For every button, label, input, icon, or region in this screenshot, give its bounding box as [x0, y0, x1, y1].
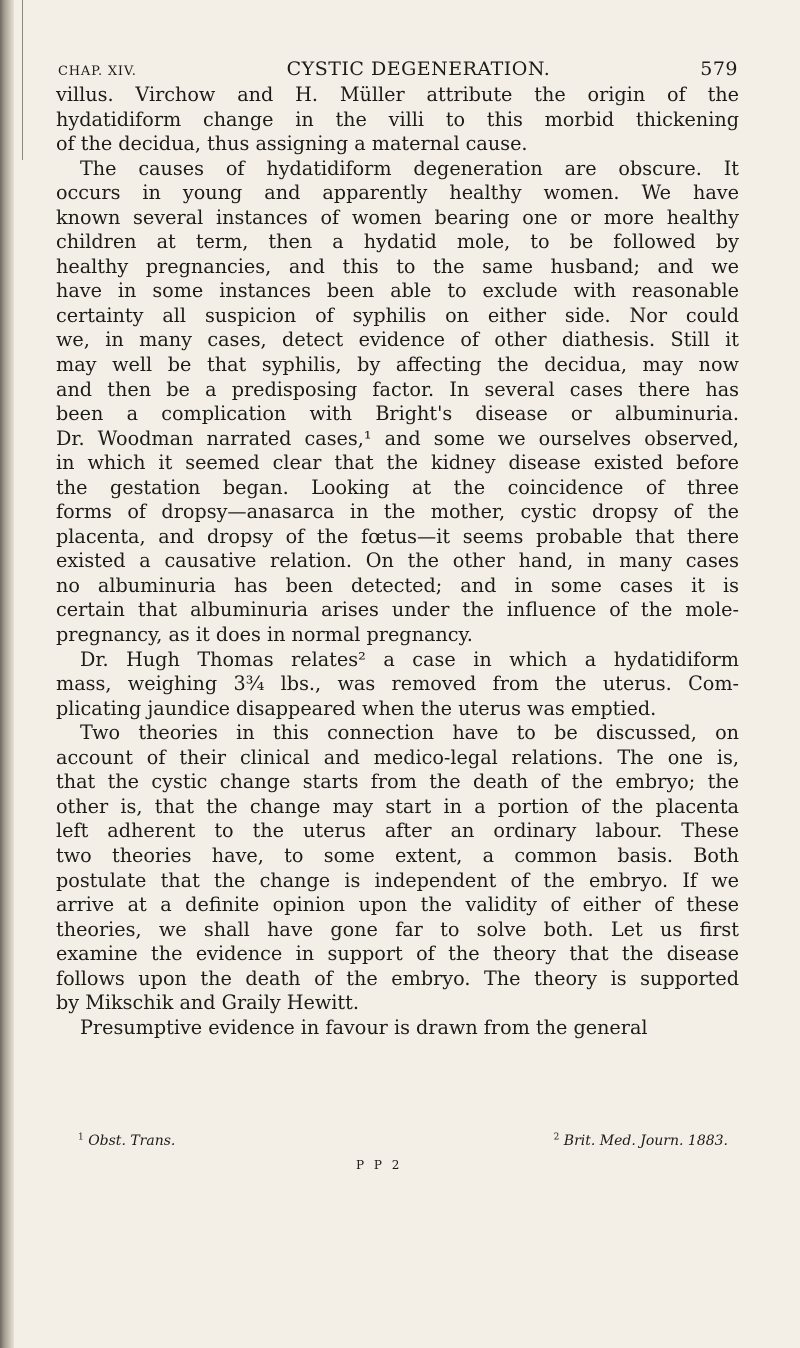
- text-line: postulate that the change is independent of the embryo. If we: [56, 868, 739, 892]
- text-line: Dr. Hugh Thomas relates² a case in which a hydatidiform: [80, 647, 739, 671]
- text-line: follows upon the death of the embryo. The theory is supported: [56, 966, 739, 990]
- footnote-text: Brit. Med. Journ. 1883.: [563, 1133, 728, 1149]
- footnotes: [78, 1133, 728, 1149]
- text-line: account of their clinical and medico-legal relations. The one is,: [56, 745, 739, 769]
- text-line: theories, we shall have gone far to solve both. Let us first: [56, 917, 739, 941]
- text-line: plicating jaundice disappeared when the uterus was emptied.: [56, 696, 657, 720]
- text-line: two theories have, to some extent, a common basis. Both: [56, 843, 739, 867]
- text-line: been a complication with Bright's disease or albuminuria.: [56, 402, 739, 426]
- text-line: may well be that syphilis, by affecting the decidua, may now: [56, 353, 739, 377]
- text-line: the gestation began. Looking at the coincidence of three: [56, 475, 739, 499]
- printer-signature: P P 2: [356, 1158, 403, 1172]
- text-line: Two theories in this connection have to be discussed, on: [80, 721, 739, 745]
- footnote-2: [554, 1133, 728, 1149]
- text-line: known several instances of women bearing one or more healthy: [56, 205, 739, 229]
- footnote-marker: 1: [78, 1132, 84, 1143]
- running-title: CYSTIC DEGENERATION.: [286, 58, 551, 80]
- text-line: we, in many cases, detect evidence of other diathesis. Still it: [56, 328, 739, 352]
- text-line: of the decidua, thus assigning a maternal cause.: [56, 132, 528, 156]
- text-line: occurs in young and apparently healthy women. We have: [56, 181, 739, 205]
- text-line: healthy pregnancies, and this to the same husband; and we: [56, 254, 739, 278]
- text-line: villus. Virchow and H. Müller attribute the origin of the: [56, 83, 739, 106]
- body-text: [56, 83, 739, 1040]
- text-line: children at term, then a hydatid mole, to be followed by: [56, 230, 739, 254]
- text-line: Presumptive evidence in favour is drawn from the general: [80, 1015, 648, 1039]
- chapter-label: CHAP. XIV.: [58, 64, 137, 79]
- footnote-text: Obst. Trans.: [88, 1133, 176, 1149]
- text-line: by Mikschik and Graily Hewitt.: [56, 991, 359, 1015]
- text-line: examine the evidence in support of the theory that the disease: [56, 942, 739, 966]
- text-line: in which it seemed clear that the kidney disease existed before: [56, 451, 739, 475]
- text-line: The causes of hydatidiform degeneration are obscure. It: [80, 156, 739, 180]
- text-line: that the cystic change starts from the death of the embryo; the: [56, 770, 739, 794]
- text-line: no albuminuria has been detected; and in some cases it is: [56, 573, 739, 597]
- text-line: have in some instances been able to exclude with reasonable: [56, 279, 739, 303]
- text-line: and then be a predisposing factor. In several cases there has: [56, 377, 739, 401]
- text-line: arrive at a definite opinion upon the validity of either of these: [56, 893, 739, 917]
- text-line: pregnancy, as it does in normal pregnancy.: [56, 623, 473, 647]
- page-binding-edge: [0, 0, 14, 1348]
- footnote-marker: 2: [553, 1132, 560, 1143]
- text-line: certain that albuminuria arises under the influence of the mole-: [56, 598, 739, 622]
- running-header: [58, 58, 738, 80]
- text-line: forms of dropsy—anasarca in the mother, cystic dropsy of the: [56, 500, 739, 524]
- text-line: hydatidiform change in the villi to this morbid thickening: [56, 107, 739, 131]
- text-line: left adherent to the uterus after an ordinary labour. These: [56, 819, 739, 843]
- footnote-1: [78, 1133, 175, 1149]
- text-line: existed a causative relation. On the other hand, in many cases: [56, 549, 739, 573]
- text-line: Dr. Woodman narrated cases,¹ and some we ourselves observed,: [56, 426, 739, 450]
- page-number: 579: [700, 58, 738, 80]
- text-line: other is, that the change may start in a portion of the placenta: [56, 794, 739, 818]
- text-line: placenta, and dropsy of the fœtus—it seems probable that there: [56, 524, 739, 548]
- text-line: certainty all suspicion of syphilis on either side. Nor could: [56, 303, 739, 327]
- text-line: mass, weighing 3¾ lbs., was removed from the uterus. Com-: [56, 672, 739, 696]
- page-fold-line: [22, 0, 23, 160]
